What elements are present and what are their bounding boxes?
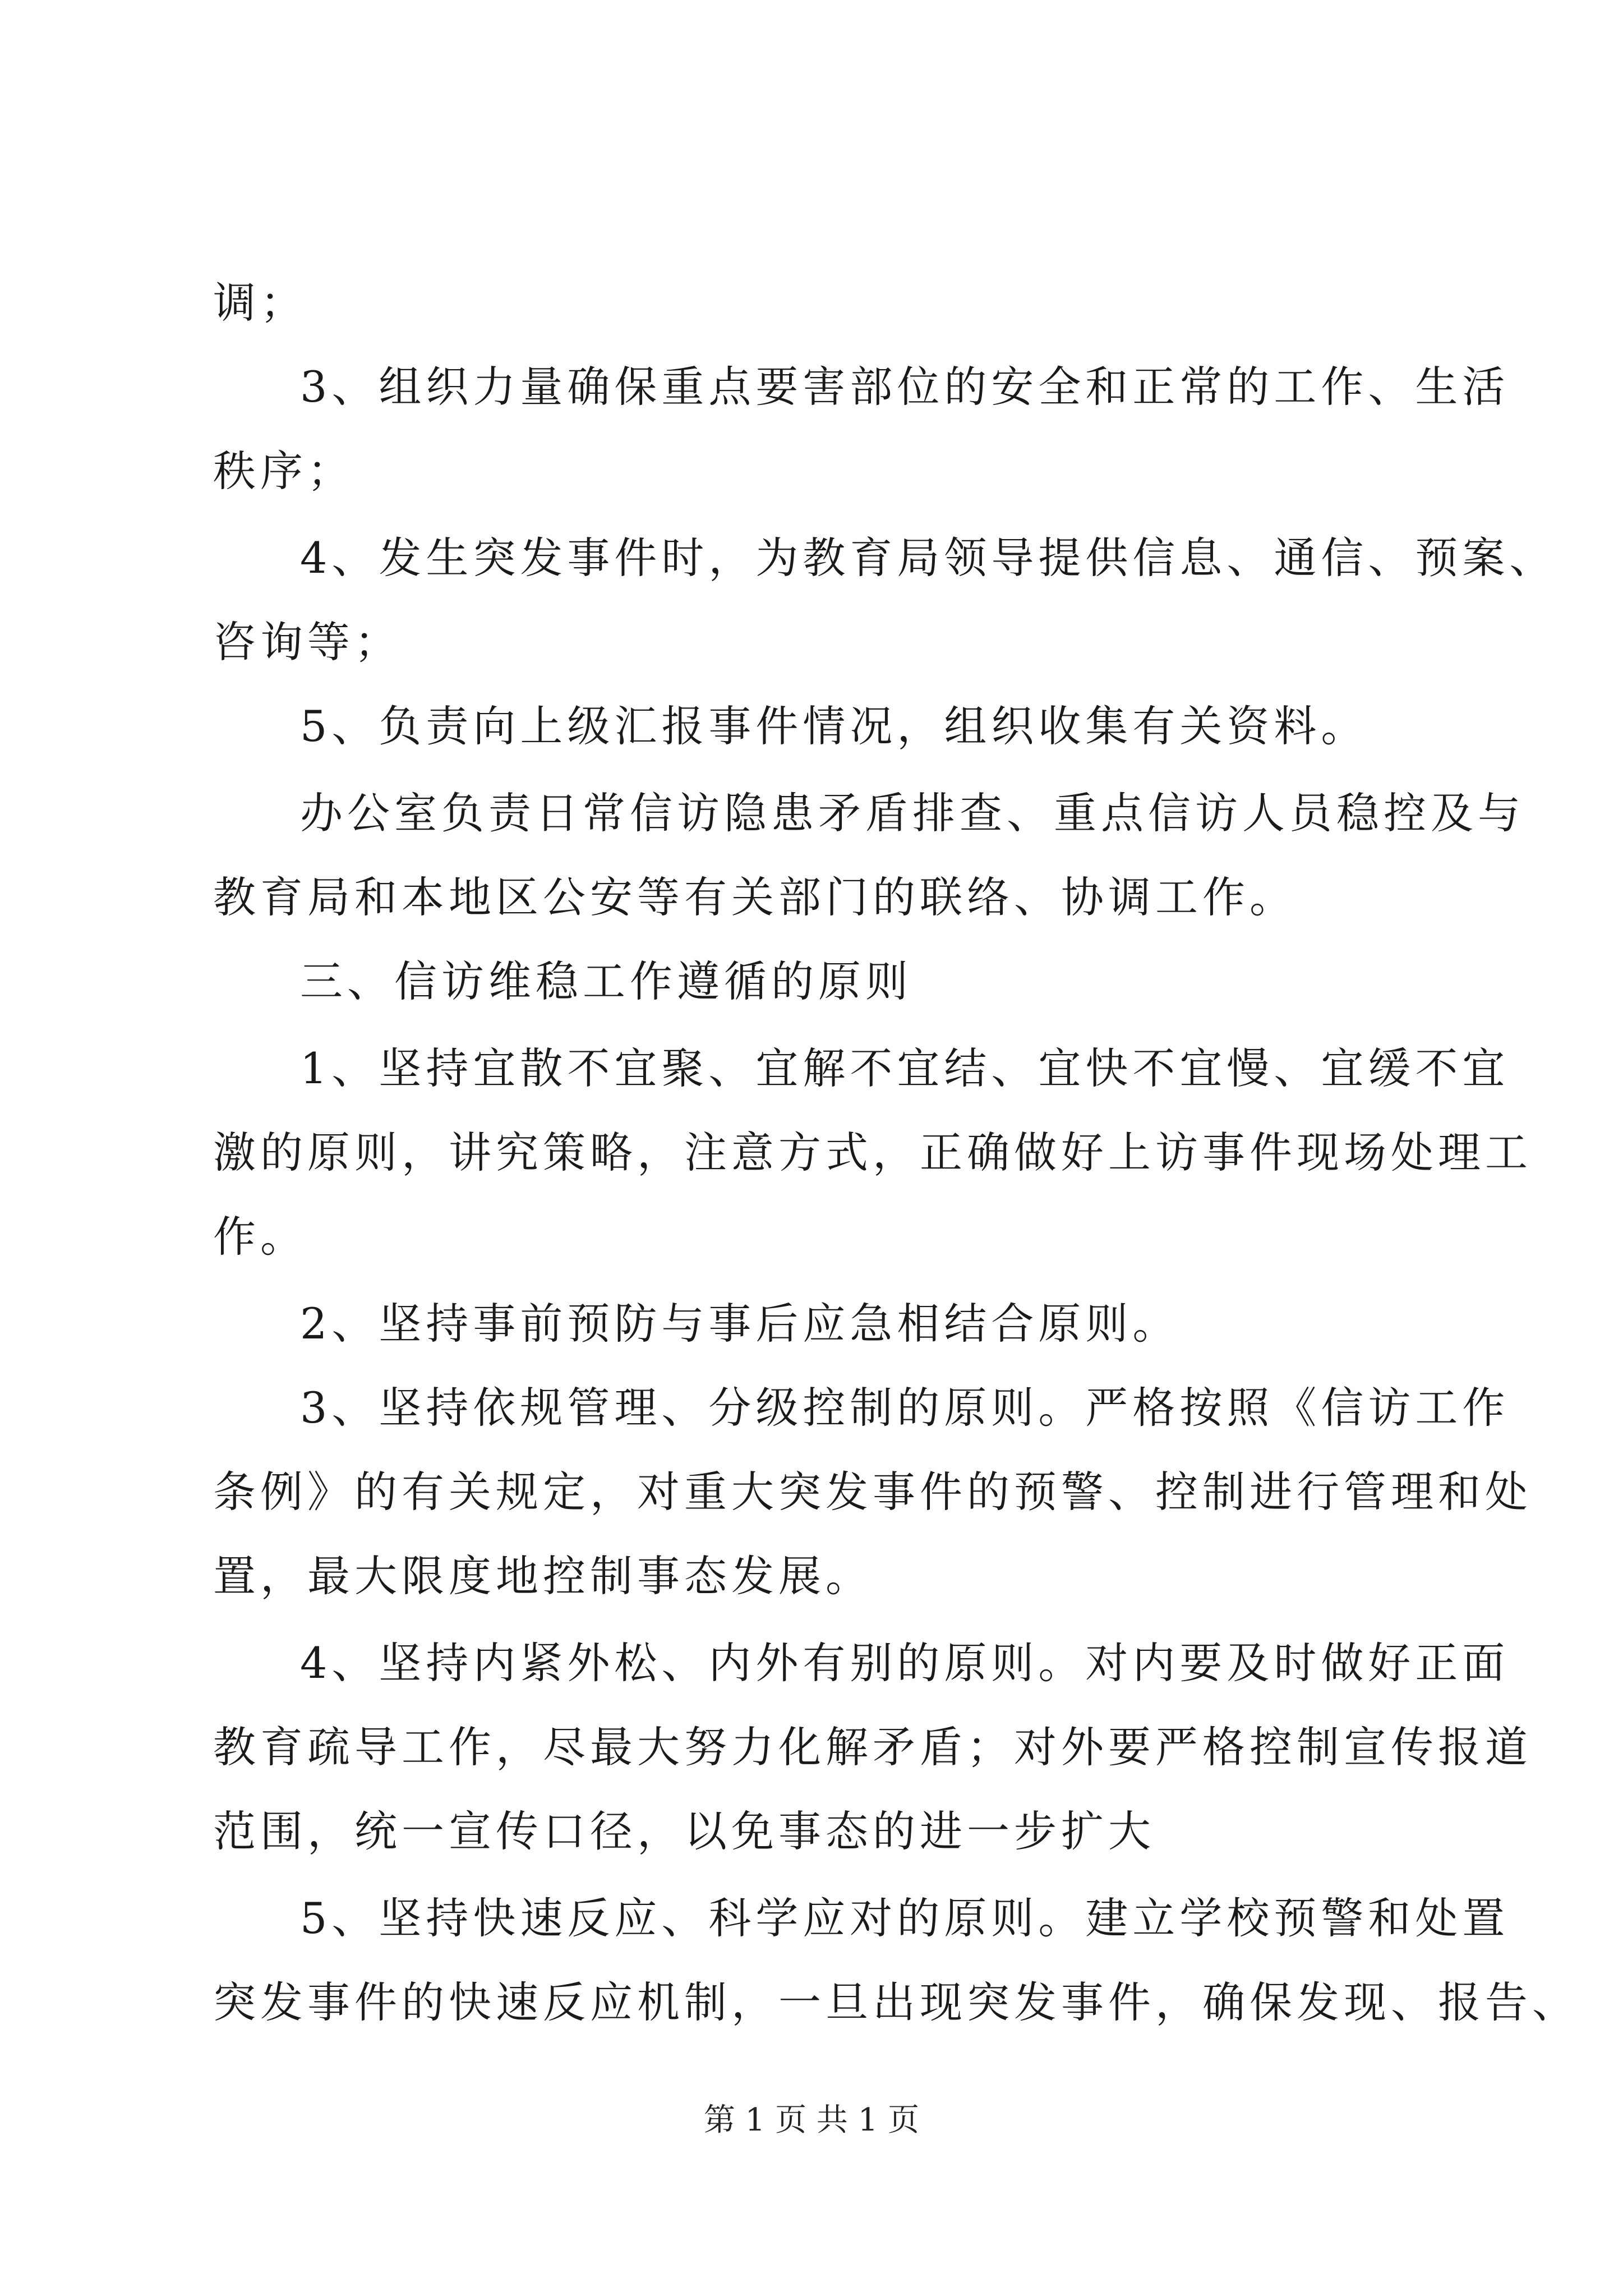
section-heading: 三、信访维稳工作遵循的原则 xyxy=(300,956,912,1006)
text-line: 5、坚持快速反应、科学应对的原则。建立学校预警和处置 xyxy=(300,1893,1510,1943)
text-line: 作。 xyxy=(213,1212,307,1262)
text-line: 2、坚持事前预防与事后应急相结合原则。 xyxy=(300,1299,1180,1349)
text-line: 置，最大限度地控制事态发展。 xyxy=(213,1551,873,1601)
page-footer: 第 1 页 共 1 页 xyxy=(703,2102,920,2138)
text-line: 条例》的有关规定，对重大突发事件的预警、控制进行管理和处 xyxy=(213,1467,1532,1517)
text-line: 教育疏导工作，尽最大努力化解矛盾；对外要严格控制宣传报道 xyxy=(213,1722,1532,1772)
text-line: 4、发生突发事件时，为教育局领导提供信息、通信、预案、 xyxy=(300,533,1557,583)
text-line: 范围，统一宣传口径，以免事态的进一步扩大 xyxy=(213,1806,1155,1856)
text-line: 3、坚持依规管理、分级控制的原则。严格按照《信访工作 xyxy=(300,1383,1510,1433)
text-line: 3、组织力量确保重点要害部位的安全和正常的工作、生活 xyxy=(300,362,1510,412)
text-line: 秩序； xyxy=(213,446,354,496)
text-line: 1、坚持宜散不宜聚、宜解不宜结、宜快不宜慢、宜缓不宜 xyxy=(300,1043,1510,1093)
text-line: 咨询等； xyxy=(213,617,402,667)
text-line: 4、坚持内紧外松、内外有别的原则。对内要及时做好正面 xyxy=(300,1638,1510,1688)
text-line: 突发事件的快速反应机制，一旦出现突发事件，确保发现、报告、 xyxy=(213,1977,1579,2027)
text-line: 5、负责向上级汇报事件情况，组织收集有关资料。 xyxy=(300,701,1368,751)
text-line: 激的原则，讲究策略，注意方式，正确做好上访事件现场处理工 xyxy=(213,1128,1532,1177)
text-line: 教育局和本地区公安等有关部门的联络、协调工作。 xyxy=(213,872,1297,922)
text-line: 调； xyxy=(213,278,307,328)
text-line: 办公室负责日常信访隐患矛盾排查、重点信访人员稳控及与 xyxy=(300,788,1525,838)
